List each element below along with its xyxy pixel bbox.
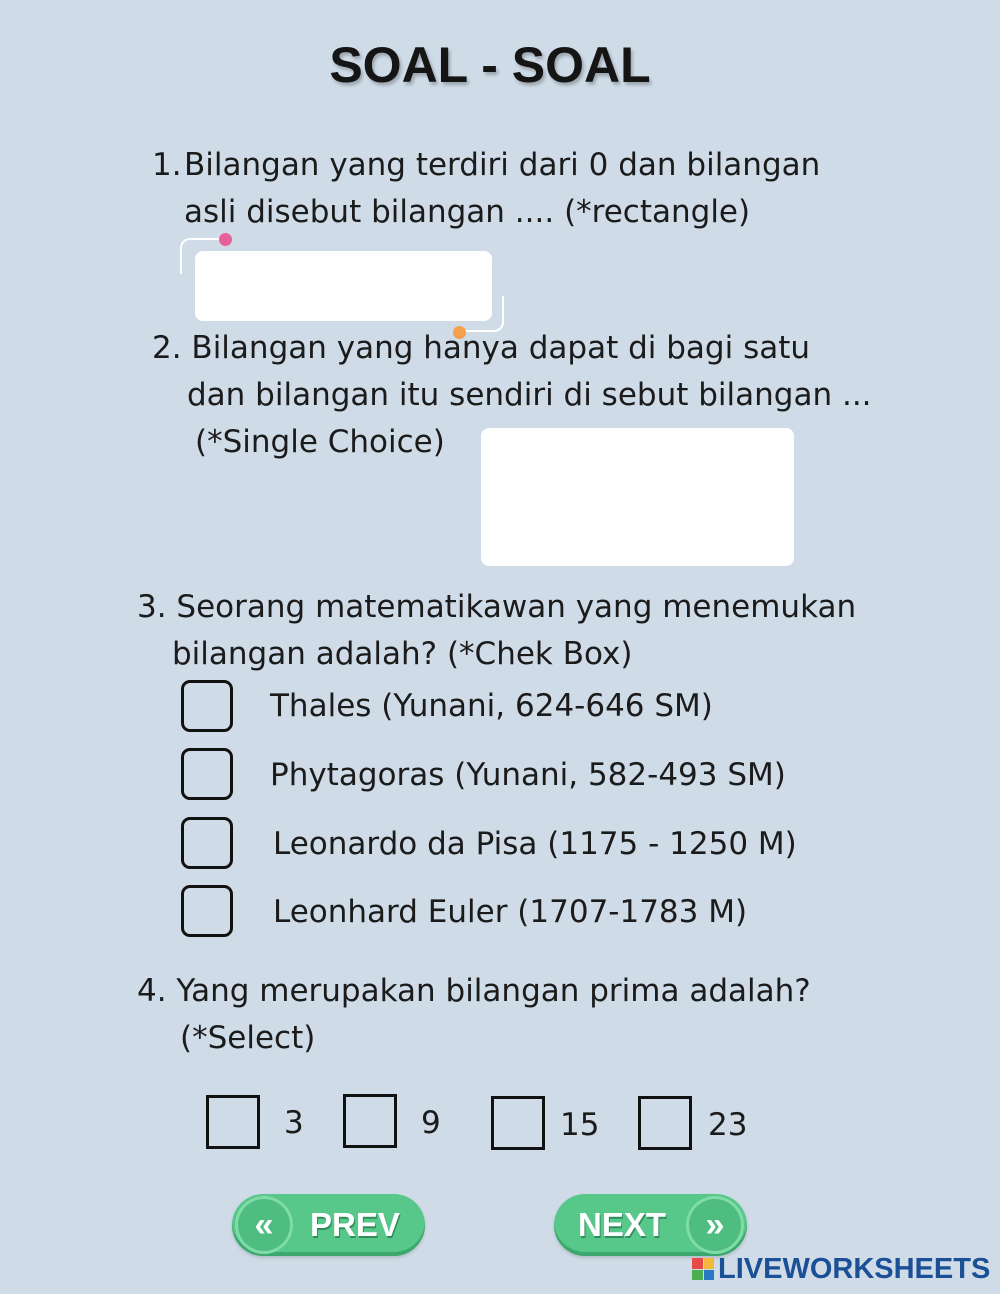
question-2-answer-box[interactable]	[481, 428, 794, 566]
select-label-3: 3	[284, 1105, 304, 1141]
prev-button-label: PREV	[310, 1206, 400, 1243]
next-button[interactable]	[554, 1194, 747, 1256]
select-label-9: 9	[421, 1105, 441, 1141]
checkbox-option-1[interactable]	[181, 680, 233, 732]
double-chevron-right-icon: »	[686, 1196, 744, 1254]
question-1-number: 1.	[152, 147, 182, 183]
select-box-3[interactable]	[206, 1095, 260, 1149]
select-box-23[interactable]	[638, 1096, 692, 1150]
double-chevron-left-icon: «	[235, 1196, 293, 1254]
select-box-9[interactable]	[343, 1094, 397, 1148]
question-4-line-2: (*Select)	[180, 1020, 316, 1056]
select-label-15: 15	[560, 1107, 600, 1143]
option-4-label: Leonhard Euler (1707-1783 M)	[273, 894, 748, 930]
question-2-line-2: dan bilangan itu sendiri di sebut bilangan ...	[187, 377, 872, 413]
question-3-line-1: 3. Seorang matematikawan yang menemukan	[137, 589, 857, 625]
page-title: SOAL - SOAL	[329, 37, 651, 93]
checkbox-option-3[interactable]	[181, 817, 233, 869]
question-1-line-1: Bilangan yang terdiri dari 0 dan bilangan	[184, 147, 821, 183]
question-2-line-3: (*Single Choice)	[195, 424, 445, 460]
next-button-label: NEXT	[578, 1206, 667, 1243]
liveworksheets-brand: LIVEWORKSHEETS	[718, 1253, 991, 1285]
liveworksheets-logo-icon	[692, 1258, 714, 1280]
question-4-line-1: 4. Yang merupakan bilangan prima adalah?	[137, 973, 811, 1009]
select-label-23: 23	[708, 1107, 748, 1143]
question-2-line-1: 2. Bilangan yang hanya dapat di bagi satu	[152, 330, 811, 366]
checkbox-option-2[interactable]	[181, 748, 233, 800]
checkbox-option-4[interactable]	[181, 885, 233, 937]
prev-button[interactable]	[232, 1194, 425, 1256]
select-box-15[interactable]	[491, 1096, 545, 1150]
question-1-line-2: asli disebut bilangan .... (*rectangle)	[184, 194, 751, 230]
pink-dot	[219, 233, 232, 246]
question-3-line-2: bilangan adalah? (*Chek Box)	[172, 636, 633, 672]
option-3-label: Leonardo da Pisa (1175 - 1250 M)	[273, 826, 797, 862]
question-1-answer-box[interactable]	[195, 251, 492, 321]
option-2-label: Phytagoras (Yunani, 582-493 SM)	[270, 757, 786, 793]
option-1-label: Thales (Yunani, 624-646 SM)	[270, 688, 713, 724]
